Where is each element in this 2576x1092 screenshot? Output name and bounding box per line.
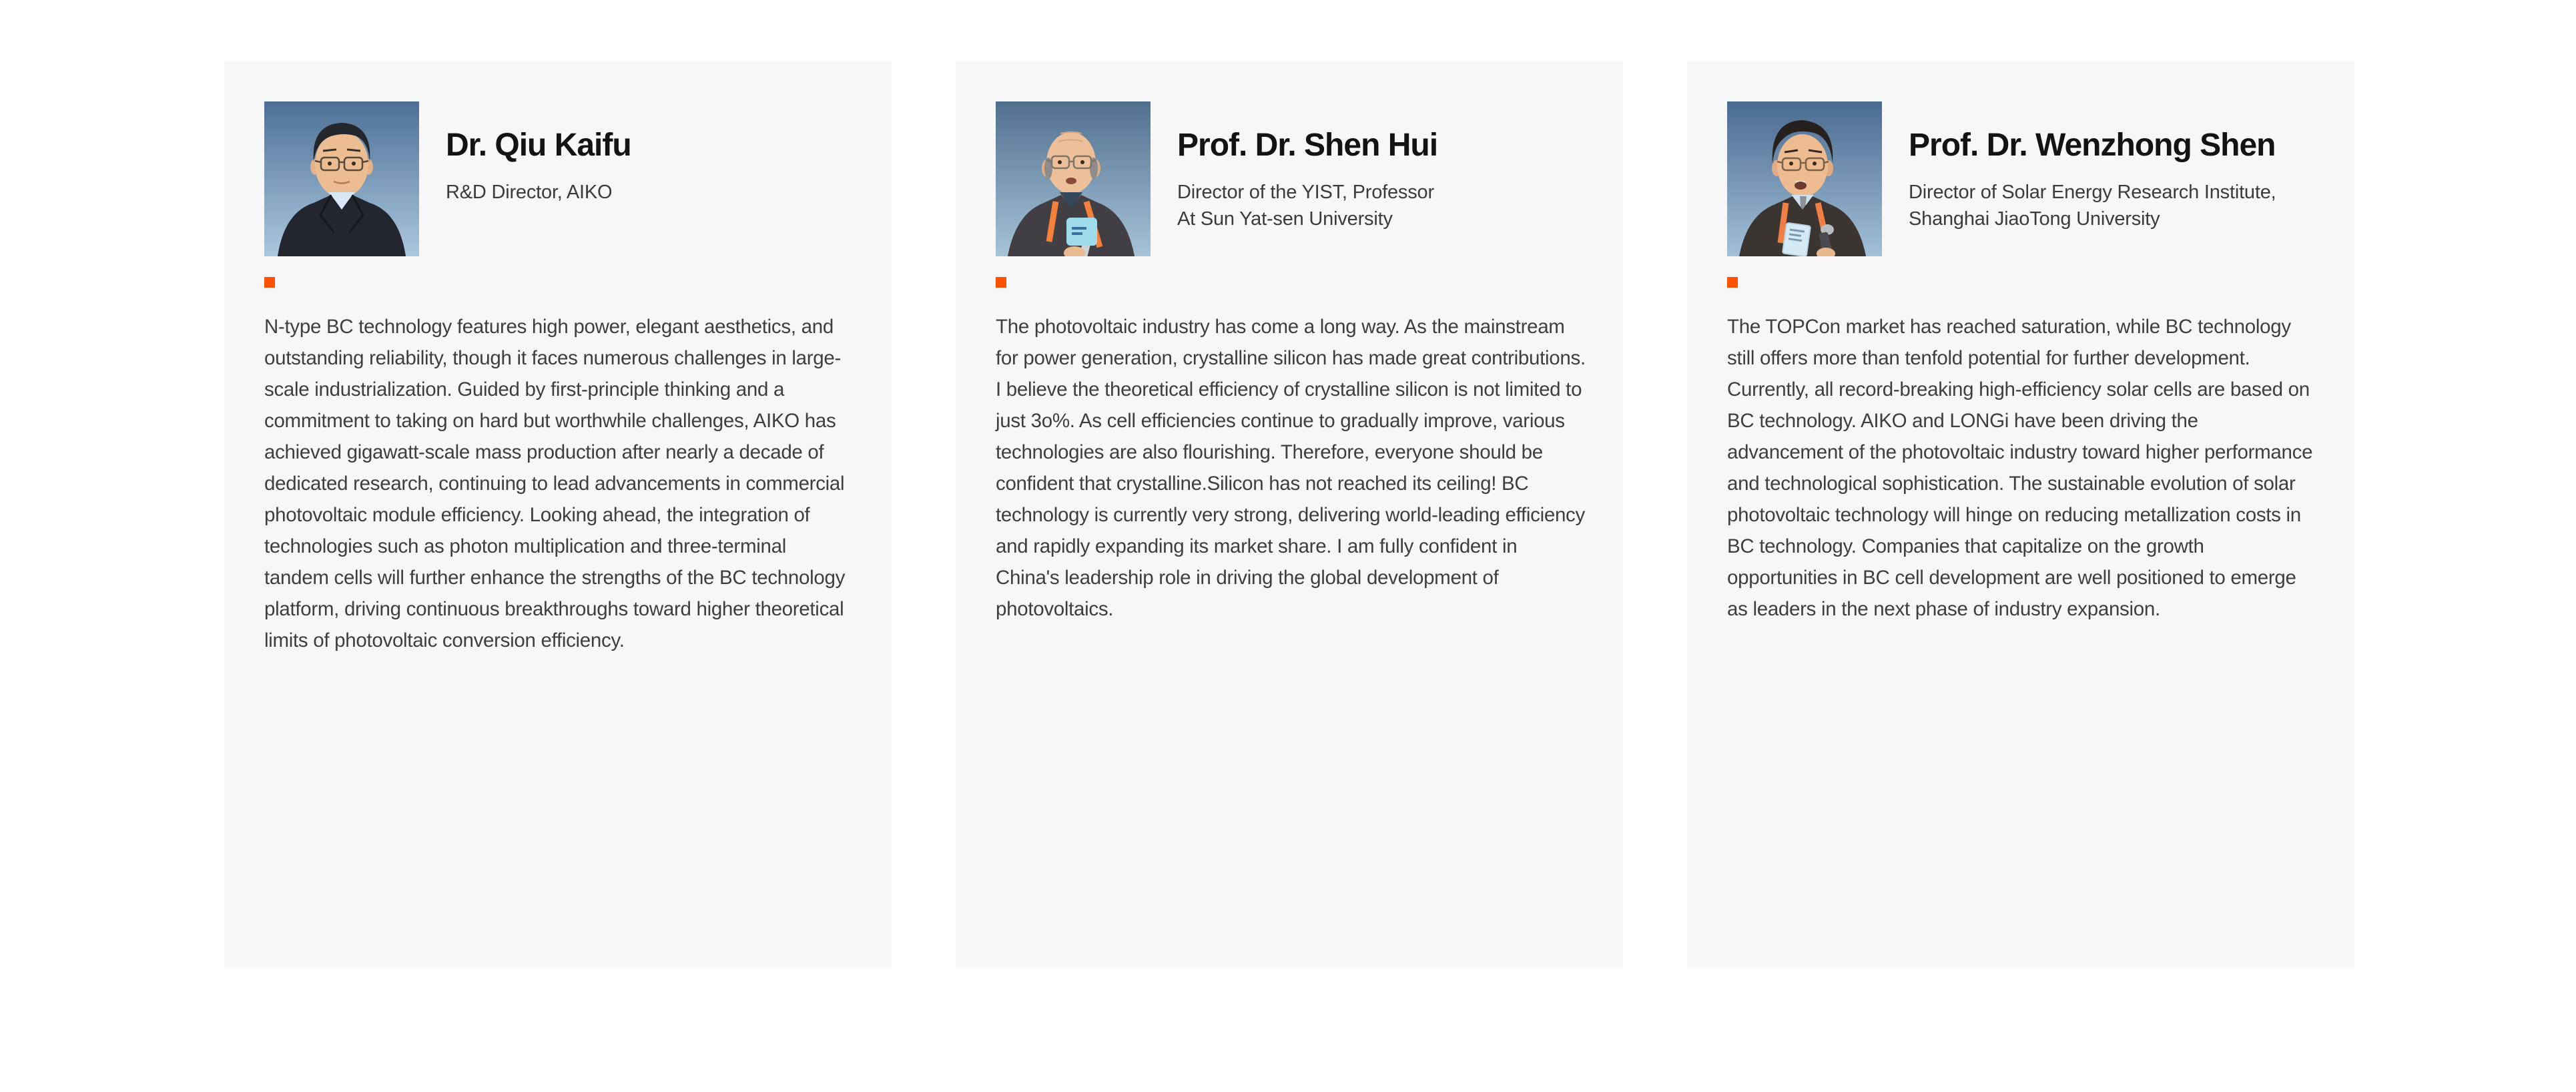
orange-square-bullet xyxy=(264,277,275,288)
person-meta xyxy=(1177,101,1437,232)
portrait-photo-icon xyxy=(1727,101,1882,256)
portrait-photo-icon xyxy=(996,101,1151,256)
testimonial-card-wenzhong-shen xyxy=(1687,61,2354,969)
person-title-line-1: Director of Solar Energy Research Institute, xyxy=(1909,182,2276,203)
person-title xyxy=(1909,179,2276,232)
person-title-line-1: Director of the YIST, Professor xyxy=(1177,182,1434,203)
person-title-line-1: R&D Director, AIKO xyxy=(446,182,613,203)
quote-text: The photovoltaic industry has come a long way. As the mainstream for power generation, crystalline silicon has made great contributions. I believe the theoretical efficiency of crystalline silicon is not limited to just 3o%. As cell efficiencies continue to gradually improve, various technologies are also flourishing. Therefore, everyone should be confident that crystalline.Silicon has not reached its ceiling! BC technology is currently very strong, delivering world-leading efficiency and rapidly expanding its market share. I am fully confident in China's leadership role in driving the global development of photovoltaics. xyxy=(996,316,1586,620)
person-meta xyxy=(1909,101,2276,232)
quote-text: N-type BC technology features high power, elegant aesthetics, and outstanding reliability, though it faces numerous challenges in large-scale industrialization. Guided by first-principle thinking and a commitment to taking on hard but worthwhile challenges, AIKO has achieved gigawatt-scale mass production after nearly a decade of dedicated research, continuing to lead advancements in commercial photovoltaic module efficiency. Looking ahead, the integration of technologies such as photon multiplication and three-terminal tandem cells will further enhance the strengths of the BC technology platform, driving continuous breakthroughs toward higher theoretical limits of photovoltaic conversion efficiency. xyxy=(264,316,846,651)
person-title xyxy=(1177,179,1437,232)
portrait-photo-icon xyxy=(264,101,419,256)
person-name: Prof. Dr. Shen Hui xyxy=(1177,127,1438,163)
person-title-line-2: At Sun Yat-sen University xyxy=(1177,208,1393,230)
person-title xyxy=(446,179,631,206)
testimonial-card-shen-hui xyxy=(956,61,1623,969)
card-header xyxy=(996,101,1583,256)
testimonials-section xyxy=(224,61,2354,969)
person-meta xyxy=(446,101,631,206)
person-title-line-2: Shanghai JiaoTong University xyxy=(1909,208,2160,230)
card-header xyxy=(1727,101,2314,256)
person-name: Dr. Qiu Kaifu xyxy=(446,127,631,163)
orange-square-bullet xyxy=(1727,277,1738,288)
card-header xyxy=(264,101,852,256)
person-name: Prof. Dr. Wenzhong Shen xyxy=(1909,127,2276,163)
quote-text: The TOPCon market has reached saturation, while BC technology still offers more than tenfold potential for further development. Currently, all record-breaking high-efficiency solar cells are based on BC technology. AIKO and LONGi have been driving the advancement of the photovoltaic industry toward higher performance and technological sophistication. The sustainable evolution of solar photovoltaic technology will hinge on reducing metallization costs in BC technology. Companies that capitalize on the growth opportunities in BC cell development are well positioned to emerge as leaders in the next phase of industry expansion. xyxy=(1727,316,2313,620)
orange-square-bullet xyxy=(996,277,1006,288)
testimonial-card-qiu-kaifu xyxy=(224,61,892,969)
